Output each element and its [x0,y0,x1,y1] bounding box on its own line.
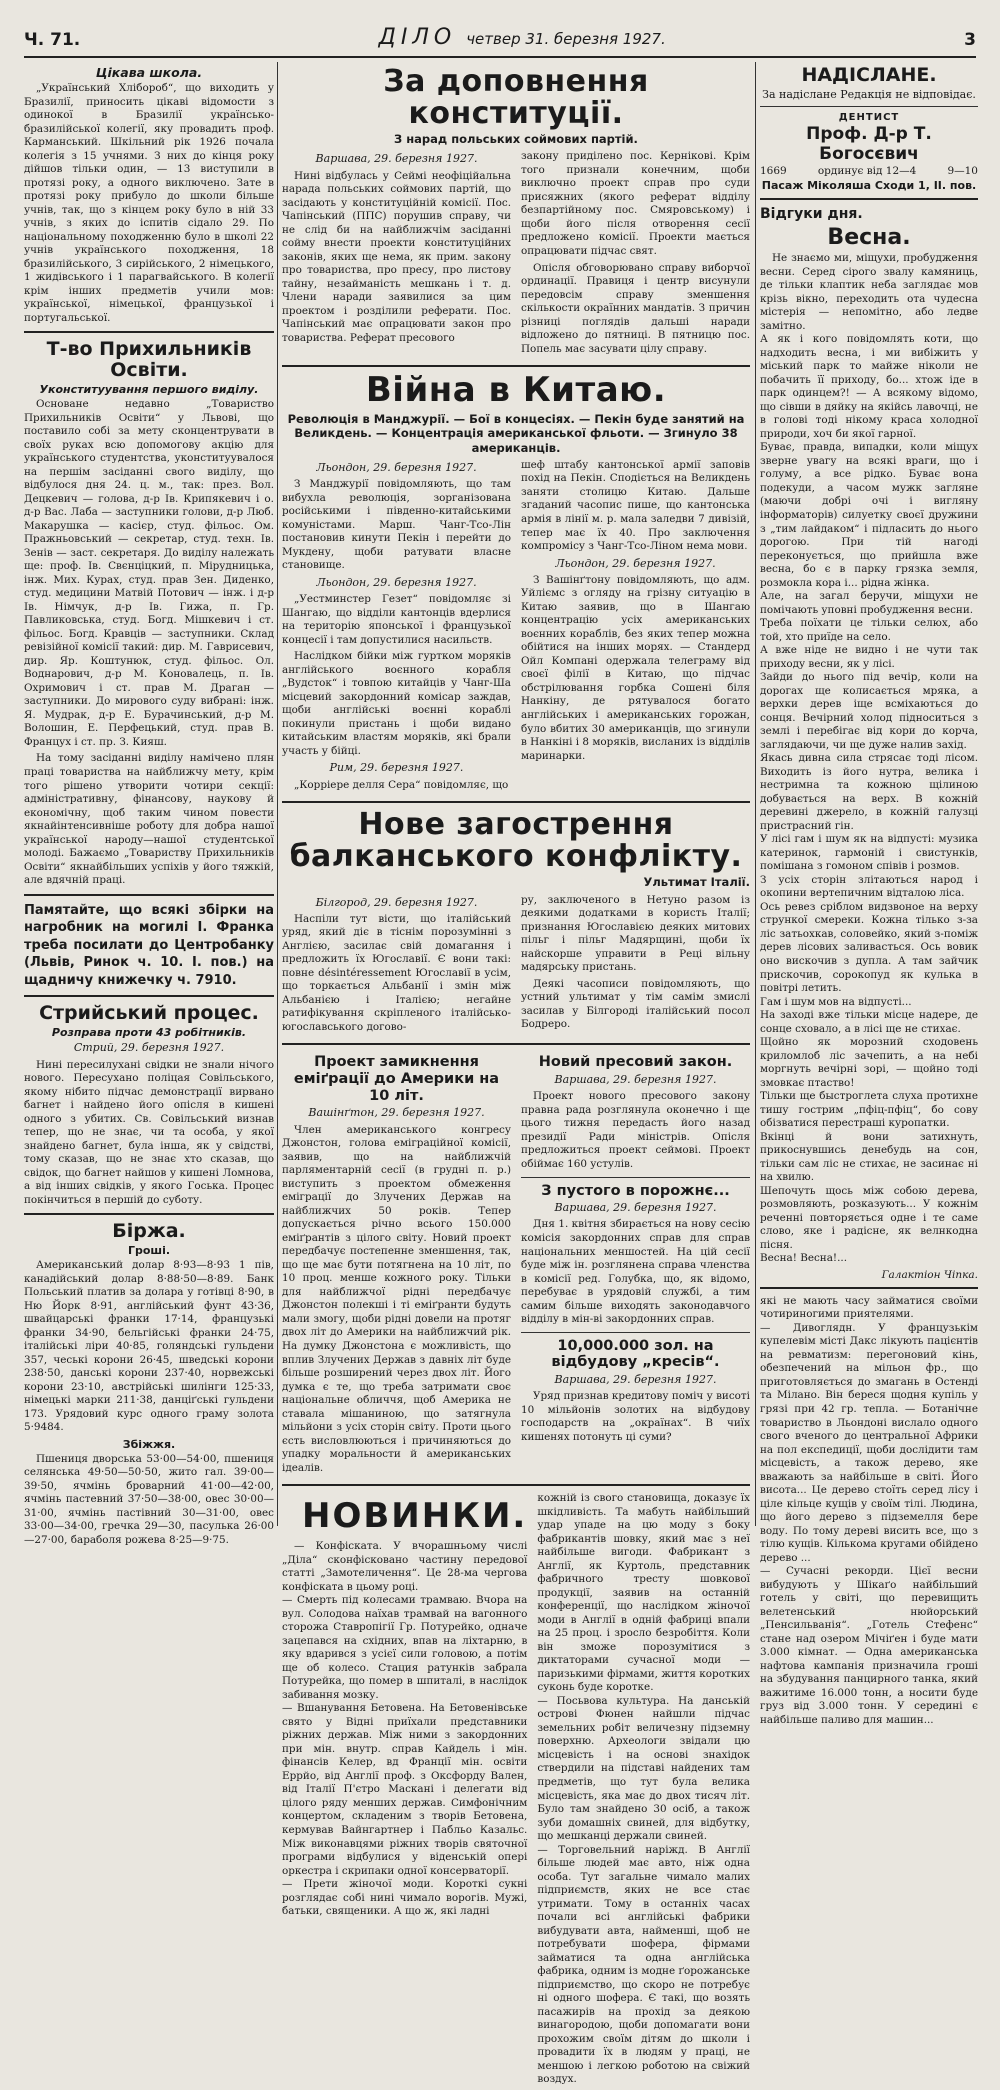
article-subtitle: Розправа проти 43 робітників. [51,1026,247,1040]
column-rule [755,62,756,1526]
dentist-hours [760,165,978,177]
news-title: НОВИНКИ. [302,1496,528,1537]
article-subtitle: З нарад польських соймових партій. [394,132,638,146]
news-items: — Конфіската. У вчорашньому числі „Діла“ сконфісковано частину передової статті „Замотеличення“. Це 28-ма чергова конфіската в цьому році. — Смерть під колесами трамваю. Вчора на вул. Солодова наїхав трамвай на вагонного сторожа Ставропігії Гр. Потурейко, одначе зацепався на східних, впав на ліхтарню, в яку вдарився з усієї сили головою, а потім ще об колесо. Стация ратунків забрала Потурейка, що помер в шпиталі, в наслідок забивання мозку. — Вшанування Бетовена. На Бетовенівське свято у Відні приїхали представники ріжних держав. Між ними з закордонних при мін. внутр. справ Кайдель і мін. фінансів Келер, вд Франції мін. освіти Еррйо, від Англії проф. з Оксфорду Вален, від Італії П'єтро Маскані і делегати від цілого ряду менших держав. Симфонічним концертом, складеним з творів Бетовена, кермував Вайнгартнер і Пабльо Казальс. Між виконавцями ріжних творів святочної програми відбулися у віденській опері оркестра і скрипаки одної консерваторії. — Прети жіночої моди. Короткі сукні розглядає собі нині чимало ворогів. Мужі, батьки, священики. А що ж, які ладні [282,1540,528,1918]
dateline: Стрий, 29. березня 1927. [73,1041,225,1055]
article-school [24,65,274,325]
article-text: Нині пересилухані свідки не знали нічого нового. Пересухано поліцая Совільського, якому нібито підчас демонстрації вирвано багнет і найдено його опісля в кишені одного з убитих. Св. Совільський визнав тепер, що не знає, чи та особа, у якої знайдено багнет, була інша, як у свідстві, тому сказав, що не знає хто сказав, що свідок, що багнет найшов у кишені Ломнова, а від інших свідків, у якого Госька. Процес покінчиться в першій до суботу. [24,1058,274,1206]
article-subtitle: Ультимат Італії. [643,875,750,890]
dateline: Льондон, 29. березня 1927. [555,556,716,570]
article-text: Не знаємо ми, міщухи, пробудження весни. Серед сірого звалу камяниць, де тільки клаптик неба заглядає мов крізь вікно, переходить ота чудесна містерія — непомітно, або ледве замітно. А як і кого повідомлять коти, що надходить весна, і ми вибіжить у міський парк то майже ніколи не побачить її приходу, бо... хтож іде в парк одинцем?! — А всякому відомо, що сівши в дяйку на якійсь лавочці, не в голові тоді нікому краса холодної природи, хоч би якої гарної. Буває, правда, випадки, коли міщух зверне увагу на всякі враги, що і голуму, а все рідко. Буває вона подекуди, а часом мужк загляне (маючи добрі очі і вигляну інформаторів) силуетку своєї дружини з „тим лайдаком“ і підласить до нього дорогою. При тій нагоді переконується, що прийшла вже весна, бо є в парку грязка земля, розмокла кора і... рідна жінка. Але, на загал беручи, міщухи не помічають уповні пробудження весни. Треба поїхати це тільки селюх, або той, хто приїде на село. А вже ніде не видно і не чути так приходу весни, як у лісі. Зайди до нього під вечір, коли на дорогах ще колисається мряка, а верхки дерев іще всміхаються до сонця. Вечірний холод підноситься з землі і перебігає від кори до корча, заглядаючи, чи ще дуже налив захід. Якась дивна сила стрясає тоді лісом. Виходить із його нутра, велика і нестримна та кожною щілиною добувається на верх. В кожній деревині джерело, в кожній галузці пристрасний гін. У лісі гам і шум як на відпусті: музика катеринок, гармоній і свистунків, помішана з гомоном співів і розмов. З усіх сторін злітаються народ і окопини вертепичним відталою ліса. Ось ревез сріблом видзвоное на верху стрункої смереки. Кожна тілько з-за ліс затьохкав, соловейко, який з-поміж дерев лісових заливасться. Ось вовик оно вискочив з дупла. А там зайчик прискочив, сорокопуд як кулька в повітрі летить. Гам і шум мов на відпусті... На заході вже тільки місце надере, де сонце сховало, а в лісі ще не стихає. Щойно як морозний сходовень криломлоб ліс зачепить, а на небі моргнуть вечірні зорі, — щойно тоді змовкає птаство! Тільки ще быстроглета слуха протихне тишу гострим „пфіц-пфіц“, бо сову обізватися перестраші куропатки. Вкінці й вони затихнуть, прикоснувшись денебудь на сон, тільки сам ліс не стихає, не засинає ні на хвилю. Шепочуть щось між собою дерева, розмовляють, розказують... У кожнім реченні повторяється одне і те саме слово, яке і радісне, як велнкодна пісня. Весна! Весна!... [760,252,978,1265]
column-left [24,62,274,1546]
divider [24,1213,274,1215]
article-empty [521,1183,750,1327]
divider [282,365,750,367]
article-title: Весна. [827,225,911,250]
article-text: Проект нового пресового закону правна рада розглянула оконечно і ще цього тижня передасть його назад президії Ради міністрів. Опісля предложиться проект сеймові. Проект обіймає 160 устулів. [521,1090,750,1170]
dateline: Льондон, 29. березня 1927. [316,460,477,474]
column-rule [277,62,278,1526]
page-number: 3 [964,30,976,50]
article-text: шеф штабу кантонської армії заповів похід на Пекін. Сподіється на Великдень заняти столицю Китаю. Дальше згаданий часопис пише, що кантонська армія в лінії м. р. мала заледви 7 дивізій, тепер має їх 40. Про заключення компромісу з Чанг-Тсо-Ліном нема мови. [521,458,750,553]
divider [760,1287,978,1289]
divider [24,894,274,896]
article-title: Цікава школа. [95,65,203,80]
dateline: Варшава, 29. березня 1927. [554,1073,717,1087]
article-text: Нині відбулась у Сеймі неофіційальна нарада польських соймових партій, що засідають у конституційній комісії. Пос. Чапінський (ППС) порушив справу, чи не слід би на найближчім засіданні сойму внести проекти конституційних законів, яких ще нема, як прим. закону про товариства, про пресу, про листову тайну, незайманість мешкань і т. д. Члени наради заявилися за цим проектом і розділили реферати. Пос. Чапінський має опрацювати закон про товариства. Реферат пресового [282,169,511,344]
reminder-notice: Памятайте, що всякі збірки на нагробник на могилі І. Франка треба посилати до Центробанку (Львів, Ринок ч. 10. І. пов.) на щадничу книжечку ч. 7910. [24,902,274,988]
article-text: „Уестминстер Гезет“ повідомляє зі Шангаю, що відділи кантонців вдерлися на територію японської і французької концесії і там допустилися насильств. [282,593,511,646]
article-china [282,370,750,795]
article-text: Американський долар 8·93—8·93 1 пів, канадійський долар 8·88·50—8·89. Банк Польський платив за долара у готівці 8·90, в Ню Йорк 8·91, англійський фунт 43·36, швайцарські франки 17·14, французькі франки 34·90, бельгійські франки 24·75, італійські ліри 40·85, голяндські гульдени 357, чеські корони 26·45, шведські корони 238·50, данські корони 237·40, норвежські корони 23·10, австрійські шилінги 125·33, німецькі марки 211·38, данціґські гульдени 173. Урядовий курс одного граму золота 5·9484. [24,1259,274,1434]
article-text: Член американського конгресу Джонстон, голова еміграційної комісії, заявив, що на найближчій парляментарній сесії (в грудні п. р.) виступить з проектом обмеження еміграції до Злучених Держав на найближчих 50 років. Тепер допускається річно всього 150.000 еміґрантів з цілого світу. Новий проект передбачує постепенне зменшення, так, що ще має бути потягнена на 10 літ, по 10 проц. менше кожного року. Тільки для найближчої рідні передбачує Джонстон полекші і ті еміґранти будуть мали змогу, щоби рідні довели на протяг двох літ до Америки на найближчий рік. На думку Джонстона є можливість, що вплив Злучених Держав з давніх літ буде більше розширений через двох літ. Його думка є те, що треба затримати своє національне обличчя, щоб Америка не ставала мішаниною, що затягнула мільйони з усіх сторін світу. Проти цього єсть висловлюються і причиняються до упадку моральности й американських ідеалів. [282,1123,511,1474]
dateline: Варшава, 29. березня 1927. [554,1201,717,1215]
article-text: „Корріере делля Сера“ повідомляє, що [294,778,509,791]
two-columns [282,1051,750,1478]
article-title: Новий пресовий закон. [538,1054,733,1071]
article-society [24,339,274,887]
article-emigration [282,1051,511,1478]
article-title: За доповнення конституції. [383,64,649,131]
ad-number: 1669 [760,165,787,177]
dentist-address: Пасаж Міколяша Сходи 1, II. пов. [761,179,977,192]
article-text: закону приділено пос. Керніковi. Крім того признали конечним, щоби виключно проект справ про суди присяжних (якого реферат відділу безпартійному пос. Смяровському) і щоби його після отворення сесії предложено комісії. Проекти мається опрацювати підчас свят. [521,150,750,257]
divider [24,995,274,997]
masthead [24,8,976,58]
issue-number: Ч. 71. [24,30,81,50]
article-text: Пшениця дворська 53·00—54·00, пшениця селянська 49·50—50·50, жито гал. 39·00—39·50, ячмінь броварний 41·00—42·00, ячмінь пастевний 37·50—38·00, овес 30·00—31·00, ячмінь пастівний 30—31·00, овес 33·00—34·00, гречка 29—30, пасулька 26·00—27·00, бараболя рожева 8·25—9·75. [24,1452,274,1546]
article-text: Основане недавно „Товариство Прихильників Освіти“ у Львові, що поставило собі за мету сконцентрувати в своїх руках всю допомогову акцію для українського студентства, уконституувалося на першім засіданні свого виділу, що відбулося дня 24. ц. м., так: през. Вол. Децкевич — голова, д-р Ів. Крипякевич і о. д-р Вас. Лаба — заступники голови, д-р Люб. Макарушка — касієр, студ. фільос. Ом. Пражньовський — секретар, студ. техн. Ів. Зенів — заст. секретаря. До виділу належать ще: проф. Ів. Свєнціцкий, п. Мірудницька, інж. Мих. Курах, студ. прав Зен. Диденко, студ. медицини Матвій Потович — інж. і д-р Ів. Німчук, д-р Ів. Гижа, п. Гр. Павликовська, студ. Богд. Мішкевич і ст. фільос. Богд. Кравців — заступники. Склад ревізійної комісії такий: дир. М. Гаврисевич, дир. Яр. Коштунюк, студ. фільос. Ол. Воднарович, д-р М. Коновалець, п. Ів. Охримович і ст. прав М. Драган — заступники. До мирового суду вибрані: інж. Я. Мудрак, д-р Е. Бурачинський, д-р М. Волошин, Е. Перфецький, студ. прав В. Францух і ст. пр. З. Кияш. [24,398,274,748]
article-title: Нове загострення балканського конфлікту. [289,807,743,874]
divider [282,801,750,803]
divider [760,106,978,107]
divider [282,1043,750,1045]
article-presslaw [521,1054,750,1171]
feuilleton [760,206,978,1281]
two-columns [282,459,750,795]
article-text: Дня 1. квітня збирається на нову сесію комісія закордонних справ для справ національних меншостей. На цій сесії буде між ін. розглянена справа членства в комісії ред. Голубка, що, як відомо, перебуває в урядовій службі, а тим самим більше виходять законодавчого відділу в мін-ві закордонних справ. [521,1218,750,1326]
article-title: Стрийський процес. [39,1002,259,1025]
dateline: Варшава, 29. березня 1927. [315,152,478,166]
section-subtitle: Гроші. [127,1244,171,1258]
article-text: Опісля обговорювано справу виборчої ординації. Правиця і центр висунули передовсім справу зменшення скількости окраїнних мандатів. З причин різниці поглядів дальші наради відложено до пятниці. В пятницю пос. Попель має засувати цілу справу. [521,261,750,355]
ad-title: НАДІСЛАНЕ. [801,64,937,86]
two-columns [282,1492,750,2090]
article-constitution [282,66,750,359]
article-exchange [24,1221,274,1547]
ad-note: За надіслане Редакція не відповідає. [762,88,976,101]
dateline: Білгород, 29. березня 1927. [315,895,478,909]
article-text: Наслідком бійки між гуртком моряків англійського воєнного корабля „Вудсток“ і товпою китайців у Чанг-Ша місцевий закордонний комісар заждав, щоби англійські воєнні кораблі покинули пристань і щоби видано китайським властям моряків, які брали участь у бійці. [282,650,511,757]
article-text: З Вашінґтону повідомляють, що адм. Уйліємс з огляду на грізну ситуацію в Китаю заявив, що в Шангаю концентрацію усіх американських воєнних кораблів, без яких тепер можна обійтися на інших морях. — Стандерд Ойл Компані одержала телеграму від своєї філії в Китаю, що підчас обстрілювання горбка Сошені біля Нанкіну, де рятувалося богато англійських і американських горожан, було вбитих 30 американців, що згинули в Нанкіні і 8 моряків, висланих із відділів маринарки. [521,573,750,762]
paper-name: ДІЛО [378,25,457,50]
author-signature: Галактіон Чіпка. [881,1268,978,1281]
article-title: Проект замикнення еміґрації до Америки на 10 літ. [293,1054,500,1104]
dentist-name: Проф. Д-р Т. Богосєвич [806,124,932,164]
issue-date: четвер 31. березня 1927. [466,30,666,48]
advert-sent [760,64,978,192]
article-zloty [521,1338,750,1445]
news-continuation: які не мають часу займатися своїми чотириногими приятелями. — Дивоглядн. У французькім купелевім місті Дакс лікують пацієнтів на ревматизм: перегоновий кінь, обезпечений на мільон фр., що приготовляється до змагань в Остенді та Мілано. Він береся щодня купіль у грязі при 42 гр. тепла. — Ботанічне товариство в Льондоні вислало одного свого вченого до центральної Африки на пол експедиції, щоби дослідити там місцевість, а також дерево, яке вважають за найбільше в світі. Його висота... Це дерево стоїть серед лісу і ціле кільце кущів у своїм тілі. Людина, що його дерево з підземелля бере воду. По тому дереві висить все, що з тілю кущів. Кількома кругами обійдено дерево ... — Сучасні рекорди. Цієї весни вибудують у Шікаґо найбільший готель у світі, що перевищить велетенський нюйорський „Пенсильванія“. „Готель Стефенс“ стане над озером Мічіґен і буде мати 3.000 кімнат. — Одна американська нафтова кампанія призначила гроші на збудування панцирного танка, який важитиме 16.000 тонн, а носити буде груз від 3.000 тонн. У середині є найбільше паливо для машин... [760,1294,978,1726]
article-text: Наспіли тут вісти, що італійський уряд, який діє в тіснім порозумінні з Англією, засилає свій домагання і предложить їх Югославії. Є вони такі: повне désintéressement Югославії в усім, що торкається Альбанії і змін між Альбанією і Італією; негайне ратифікування скріпленого італійсько-югославського догово- [282,912,511,1033]
column-center [282,62,750,2086]
article-title: 10,000.000 зол. на відбудову „кресів“. [551,1337,720,1371]
article-title: Біржа. [112,1220,186,1243]
news-items: кожній із свого становища, доказує їх шкідливість. Та мабуть найбільший удар упаде на цю моду з боку фабрикантів шовку, який має з неї найбільше вигоди. Фабрикант з Англії, як Куртоль, представник фабричного тресту шовкової продукції, заявив на останній конференції, що наслідком жіночої моди в Англії в одній фабриці впали на 25 проц. і зросло безробіття. Коли він зможе порозумітися з диктаторами сучасної моди — паризькими фірмами, життя коротких суконь буде коротке. — Посьвова культура. На данській острові Фюнен найшли підчас земельних робіт величезну підземну поверхню. Археологи звідали цю місцевість і на основі знахідок ствердили на підставі найдених там предметів, що тут була велика місцевість, яка має до двох тисяч літ. Було там знайдено 30 осіб, а також зуби домашніх свиней, для відбутку, що мешканці держали свиней. — Торговельний наріжд. В Англії більше людей має авто, ніж одна особа. Тут загальне чимало малих підприємств, яких не все стає утримати. Тому в останніх часах почали всі англійські фабрики вибудувати авта, найменші, щоб не потребувати шофера, фірмами займатися та одна англійська фабрика, одним із модне ґорожанське підприємство, що скоро не потребує ні одного шофера. Є такі, що возять пасажирів на прохід за деякою винагородою, щоби допомагати вони прохожим своїм дітям до школи і провадити їх в людям у праці, не меншою і легкою роботою на свіжий воздух. [537,1492,750,2086]
article-title: Війна в Китаю. [365,370,667,411]
section-subtitle: Збіжжя. [122,1437,176,1451]
divider [760,198,978,200]
article-text: ру, заключеного в Нетуно разом із деякими додатками в користь Італії; признання Югославією деяких митових пільг і пільг Мадярщині, щоби їх найскорше управити в Реці вільну мадярську пристань. [521,893,750,974]
dateline: Варшава, 29. березня 1927. [554,1372,717,1386]
article-title: З пустого в порожнє... [541,1182,730,1199]
article-stryi [24,1003,274,1207]
divider [24,331,274,333]
divider [521,1332,750,1333]
two-columns [282,150,750,359]
divider [521,1177,750,1178]
column-right [760,62,978,1726]
dateline: Рим, 29. березня 1927. [329,761,464,775]
article-text: З Манджурії повідомляють, що там вибухла революція, зорганізована російськими і південно-китайськими комуністами. Марш. Чанг-Тсо-Лін постановив кинути Пекін і перейти до Мукдену, щоби ратувати власне становище. [282,478,511,572]
article-text: На тому засіданні виділу намічено плян праці товариства на найближчу мету, крім того рішено утворити чотири секції: адміністративну, фінансову, наукову й економічну, щоб таким чином повести якнайінтенсивніше роботу для добра нашої української народу—нашої студентської молоді. Бажаємо „Товариству Прихильників Освіти“ якнайбільших успіхів у його тяжкій, але вдячній праці. [24,752,274,887]
dateline: Вашінґтон, 29. березня 1927. [308,1106,485,1120]
divider [282,1484,750,1486]
news-section [282,1492,750,2090]
two-columns [282,894,750,1038]
masthead-center [379,25,666,56]
rubric-title: Відгуки дня. [760,206,863,222]
article-subtitle: Уконституування першого виділу. [39,383,259,397]
hours-text: 9—10 [947,165,978,177]
article-text: Деякі часописи повідомляють, що устний ультимат у тім самім змислі засилав у Білгороді італійський посол Бодреро. [521,977,750,1031]
dentist-label: ДЕНТИСТ [838,112,900,123]
article-text: Уряд признав кредитову поміч у висоті 10 мільйонів золотих на відбудову господарств на „окраїнах“. В чиїх кишенях потонуть ці суми? [521,1390,750,1443]
article-balkan [282,809,750,1037]
dateline: Льондон, 29. березня 1927. [316,575,477,589]
article-title: Т-во Прихильників Освіти. [46,338,252,382]
article-subtitle: Революція в Манджурії. — Бої в концесіях. — Пекін буде занятий на Великдень. — Концентрація американської фльоти. — Згинуло 38 американців. [287,411,745,455]
hours-text: ординує від 12—4 [817,165,917,177]
article-text: „Український Хлібороб“, що виходить у Бразилії, приносить цікаві відомости з одинокої в Бразилії українсько-бразилійської колегії, яку провадить проф. Карманський. Шкільний рік 1926 почала колегія з 15 учнями. З них до кінця року дійшов тільки один, — 13 виступили в протязі року, а одного виключено. Затe в протязі року прибуло до школи більше учнів, так, що з кінцем року було в ній 33 учнів, з яких до іспитів сідало 29. По національному походженню було в школі 22 учнів українського походження, 18 бразилійського, 3 сирійського, 2 німецького, 1 жидівського і 1 парагвайського. В колегії крім інших предметів учили мов: української, німецької, французької і португальської. [24,82,274,324]
